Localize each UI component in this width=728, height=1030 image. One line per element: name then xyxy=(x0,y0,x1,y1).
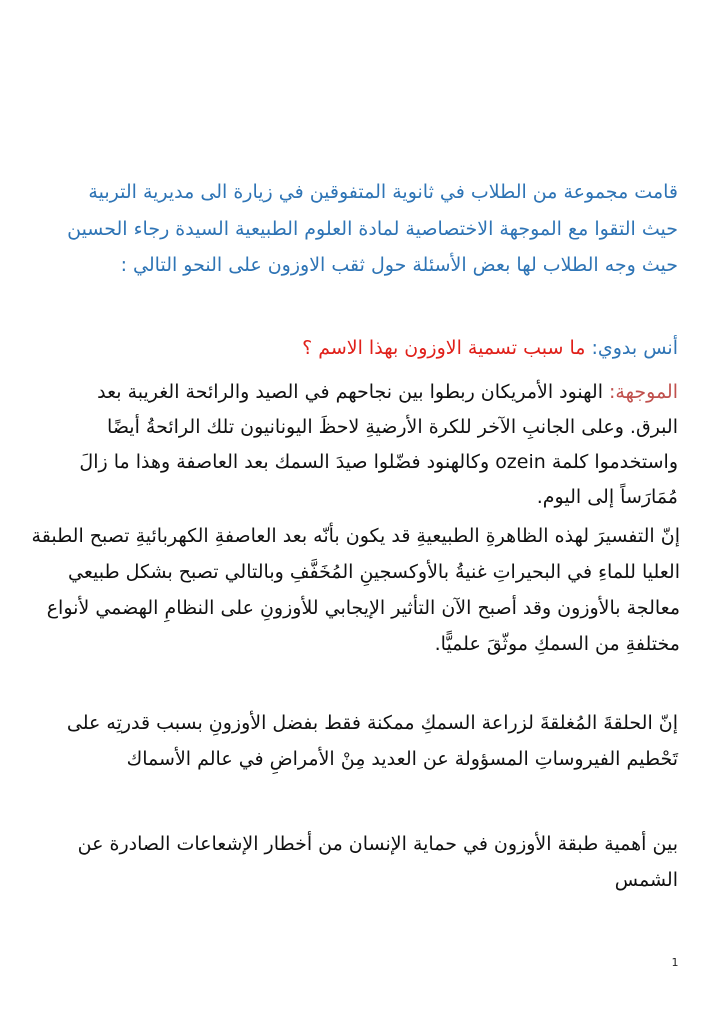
fish-farming-paragraph: إنّ الحلقةَ المُغلقةَ لزراعة السمكِ ممكنة فقط بفضل الأوزونِ بسبب قدرتِه على تَحْطيم الفيروساتِ المسؤولة عن العديد مِنْ الأمراضِ في عالم الأسماك xyxy=(66,712,678,770)
question-speaker: أنس بدوي: xyxy=(591,337,678,359)
answer-paragraph xyxy=(48,375,678,515)
page-number: 1 xyxy=(671,956,679,969)
answer-text: الهنود الأمريكان ربطوا بين نجاحهم في الصيد والرائحة الغريبة بعد البرق. وعلى الجانبِ الآخر للكرة الأرضيةِ لاحظَ اليونانيون تلك الرائحةُ أيضًا واستخدموا كلمة ozein وكالهنود فضّلوا صيدَ السمك بعد العاصفة وهذا ما زالَ مُمَارَساً إلى اليوم. xyxy=(79,381,678,508)
answer-speaker: الموجهة: xyxy=(609,381,678,403)
ozone-explanation-paragraph: إنّ التفسيرَ لهذه الظاهرةِ الطبيعيةِ قد يكون بأنّه بعد العاصفةِ الكهربائيةِ تصبح الطبقة العليا للماءِ في البحيراتِ غنيةُ بالأوكسجينِ المُخَفَّفِ وبالتالي تصبح بشكل طبيعي معالجة بالأوزون وقد أصبح الآن التأثير الإيجابي للأوزونِ على النظامِ الهضمي لأنواع مختلفةِ من السمكِ موثّقَ علميًّا. xyxy=(31,525,680,655)
question-text: ما سبب تسمية الاوزون بهذا الاسم ؟ xyxy=(302,337,592,359)
intro-paragraph: قامت مجموعة من الطلاب في ثانوية المتفوقين في زيارة الى مديرية التربية حيث التقوا مع الموجهة الاختصاصية لمادة العلوم الطبيعية السيدة رجاء الحسين حيث وجه الطلاب لها بعض الأسئلة حول ثقب الاوزون على النحو التالي : xyxy=(67,181,678,276)
question-paragraph xyxy=(48,331,678,365)
ozone-importance-paragraph: بين أهمية طبقة الأوزون في حماية الإنسان من أخطار الإشعاعات الصادرة عن الشمس xyxy=(77,833,678,891)
